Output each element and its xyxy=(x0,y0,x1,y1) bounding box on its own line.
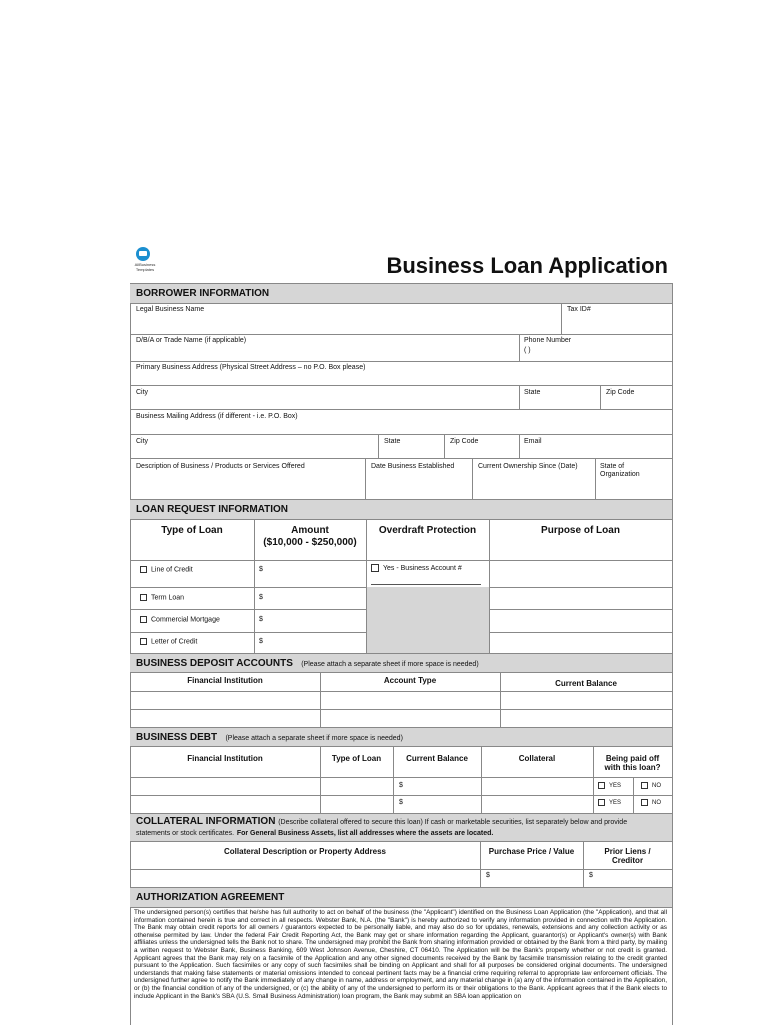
loan-option-line-of-credit[interactable]: Line of Credit xyxy=(140,566,193,574)
deposit-col-type: Account Type xyxy=(383,676,437,685)
collateral-price-symbol: $ xyxy=(486,872,490,879)
loan-col-amount: Amount xyxy=(291,525,329,536)
loan-option-term-loan[interactable]: Term Loan xyxy=(140,594,184,602)
debt-yes-option[interactable]: YES xyxy=(598,799,621,807)
city-label: City xyxy=(136,389,149,396)
primary-address-label: Primary Business Address (Physical Street Address – no P.O. Box please) xyxy=(136,364,366,371)
amount-symbol: $ xyxy=(259,638,263,645)
section-deposit-header: BUSINESS DEPOSIT ACCOUNTS (Please attach a separate sheet if more space is needed) xyxy=(130,653,672,673)
laptop-icon xyxy=(136,247,150,261)
checkbox[interactable] xyxy=(598,799,605,806)
logo-text: AllBusiness Templates xyxy=(134,262,156,272)
authorization-text: The undersigned person(s) certifies that he/she has full authority to act on behalf of the business (the "Applicant") identified on the Business Loan Application (the "Application), and that all information contained herein is true and correct in all respects. Webster Bank, N.A. (the "Bank") is hereby authorized to verify any information provided in connection with the Application. The Bank may obtain credit reports for all owners / guarantors expected to be personally liable, and may also do so for updates, renewals, extensions and any collection activity or as otherwise permited by law. Under the federal Fair Credit Reporting Act, the Bank may get or share information regarding the Applicant, guarantor(s) or Applicant's owner(s) with Bank affiliates unless the undersigned tells the Bank not to share. The undersigned may prohibit the Bank from sharing information provided or obtained by the Bank from a third party, by mailing a written request to Webster Bank, Business Banking, 609 West Johnson Avenue, Cheshire, CT 06410. The Application will be the Bank's property whether or not credit is granted. Applicant agrees that the Bank may rely on a facsimile of the Application and any other signed documents received by the Bank by facsimile transmission relating to the credit granted pursuant to the Application. Such facsimiles or any copy of such facsimiles shall be binding on Applicant and shall for all purposes be considered original documents. The undersigned understands that making false statements or material omissions intended to conceal pertinent facts may be a financial crime requiring referral to appropriate law enforcement officials. The undersigned further agree to notify the Bank immediately of any change in name, address or employment, and any material change in (a) any of the information contained in the Application, or (b) the financial condition of any of the undersigned, or (c) the ability of any of the undersigned to perform its or their obligations to the Bank. Applicant agrees that if the Bank elects to include Applicant in the Bank's SBA (U.S. Small Business Administration) loan program, the Bank may submit an SBA loan application on xyxy=(134,909,667,1000)
section-debt-header: BUSINESS DEBT (Please attach a separate sheet if more space is needed) xyxy=(130,727,672,747)
debt-col-paid-off-2: with this loan? xyxy=(604,763,661,772)
checkbox[interactable] xyxy=(140,594,147,601)
overdraft-yes-option[interactable]: Yes - Business Account # xyxy=(371,564,462,573)
ownership-since-label: Current Ownership Since (Date) xyxy=(478,463,578,470)
debt-balance-symbol: $ xyxy=(399,799,403,806)
checkbox[interactable] xyxy=(140,638,147,645)
checkbox[interactable] xyxy=(371,564,379,572)
overdraft-shaded-area xyxy=(366,587,489,653)
debt-no-option[interactable]: NO xyxy=(641,782,661,790)
zip2-label: Zip Code xyxy=(450,438,479,445)
mailing-address-label: Business Mailing Address (if different - i.e. P.O. Box) xyxy=(136,413,298,420)
loan-col-purpose: Purpose of Loan xyxy=(541,525,620,536)
debt-no-option[interactable]: NO xyxy=(641,799,661,807)
state2-label: State xyxy=(384,438,401,445)
state-label: State xyxy=(524,389,541,396)
debt-balance-symbol: $ xyxy=(399,782,403,789)
dba-label: D/B/A or Trade Name (if applicable) xyxy=(136,337,247,344)
email-label: Email xyxy=(524,438,542,445)
collateral-liens-symbol: $ xyxy=(589,872,593,879)
loan-col-overdraft: Overdraft Protection xyxy=(378,525,477,536)
legal-name-label: Legal Business Name xyxy=(136,306,205,313)
checkbox[interactable] xyxy=(140,616,147,623)
zip-label: Zip Code xyxy=(606,389,635,396)
state-org-label: State of Organization xyxy=(600,463,640,478)
amount-symbol: $ xyxy=(259,566,263,573)
section-loan-header: LOAN REQUEST INFORMATION xyxy=(130,499,672,520)
phone-paren: ( ) xyxy=(524,347,531,354)
checkbox[interactable] xyxy=(140,566,147,573)
collateral-col-liens-2: Creditor xyxy=(611,856,644,865)
loan-option-commercial-mortgage[interactable]: Commercial Mortgage xyxy=(140,616,220,624)
city2-label: City xyxy=(136,438,149,445)
business-account-line xyxy=(371,584,481,585)
loan-option-letter-of-credit[interactable]: Letter of Credit xyxy=(140,638,197,646)
debt-col-balance: Current Balance xyxy=(406,754,468,763)
debt-col-institution: Financial Institution xyxy=(187,754,263,763)
loan-col-amount-range: ($10,000 - $250,000) xyxy=(263,537,357,548)
collateral-col-liens: Prior Liens / xyxy=(604,847,651,856)
section-authorization-header: AUTHORIZATION AGREEMENT xyxy=(130,887,672,908)
amount-symbol: $ xyxy=(259,594,263,601)
loan-col-type: Type of Loan xyxy=(161,525,223,536)
checkbox[interactable] xyxy=(598,782,605,789)
section-borrower-header: BORROWER INFORMATION xyxy=(130,283,672,304)
checkbox[interactable] xyxy=(641,799,648,806)
checkbox[interactable] xyxy=(641,782,648,789)
phone-label: Phone Number xyxy=(524,337,572,344)
debt-col-type: Type of Loan xyxy=(331,754,382,763)
date-established-label: Date Business Established xyxy=(371,463,455,470)
debt-col-paid-off: Being paid off xyxy=(605,754,660,763)
debt-yes-option[interactable]: YES xyxy=(598,782,621,790)
deposit-col-institution: Financial Institution xyxy=(187,676,263,685)
collateral-col-price: Purchase Price / Value xyxy=(488,847,575,856)
deposit-col-balance: Current Balance xyxy=(555,679,617,688)
amount-symbol: $ xyxy=(259,616,263,623)
debt-col-collateral: Collateral xyxy=(518,754,556,763)
description-label: Description of Business / Products or Services Offered xyxy=(136,463,305,470)
page-title: Business Loan Application xyxy=(386,253,668,278)
collateral-col-desc: Collateral Description or Property Address xyxy=(224,847,386,856)
section-collateral-header: COLLATERAL INFORMATION (Describe collateral offered to secure this loan) If cash or marketable securities, list separately below and provide statements or stock certificates. For General Business Assets, list all addresses where the assets are located. xyxy=(130,813,672,842)
tax-id-label: Tax ID# xyxy=(567,306,591,313)
